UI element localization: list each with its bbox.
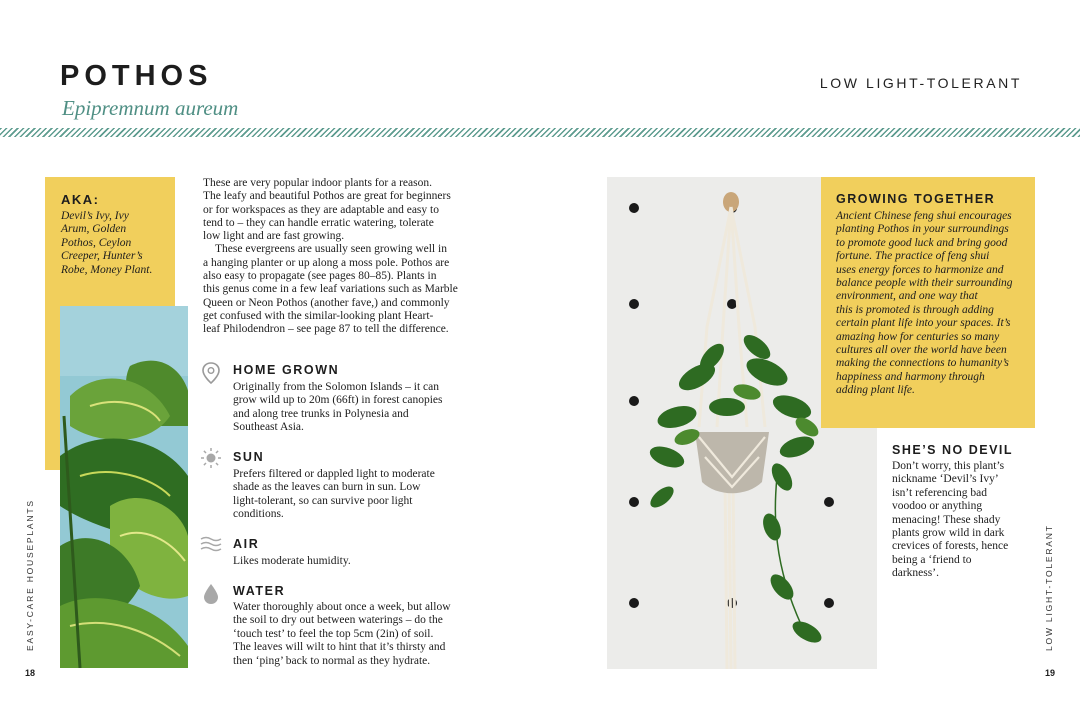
location-pin-icon — [201, 362, 221, 384]
text-line: leaf Philodendron – see page 87 to tell the difference. — [203, 323, 449, 336]
text-line: isn’t referencing bad — [892, 486, 987, 499]
text-line: or for workspaces as they are adaptable and easy to — [203, 203, 439, 216]
aka-text — [61, 210, 171, 277]
text-line: nickname ‘Devil’s Ivy’ — [892, 473, 999, 486]
text-line: amazing how for centuries so many — [836, 330, 1000, 343]
text-line: Queen or Neon Pothos (another fave,) and commonly — [203, 296, 450, 309]
text-line: Ancient Chinese feng shui encourages — [836, 210, 1012, 222]
text-line: These evergreens are usually seen growing well in — [215, 243, 447, 256]
text-line: planting Pothos in your surroundings — [836, 223, 1009, 236]
aka-line: Creeper, Hunter’s — [61, 250, 143, 263]
text-line: cultures all over the world have been — [836, 344, 1007, 357]
text-line: Don’t worry, this plant’s — [892, 460, 1005, 472]
no-devil-heading: SHE’S NO DEVIL — [892, 443, 1014, 457]
text-line: voodoo or anything — [892, 500, 983, 513]
text-line: ‘touch test’ to feel the top 5cm (2in) of soil. — [233, 627, 434, 640]
water-heading: WATER — [233, 584, 286, 598]
page-number-right: 19 — [1045, 668, 1056, 678]
text-line: the soil to dry out between waterings – do the — [233, 614, 443, 627]
no-devil-text — [892, 460, 1027, 581]
text-line: this genus come in a few leaf variations such as Marble — [203, 283, 458, 296]
aka-line: Devil’s Ivy, Ivy — [61, 210, 129, 222]
text-line: crevices of forests, hence — [892, 540, 1009, 553]
text-line: get confused with the similar-looking plant Heart- — [203, 309, 434, 322]
intro-paragraph — [203, 177, 473, 243]
text-line: The leaves will wilt to hint that it’s thirsty and — [233, 641, 446, 654]
text-line: and along tree trunks in Polynesia and — [233, 407, 409, 420]
intro-paragraph — [203, 243, 473, 336]
growing-together-text — [836, 210, 1026, 398]
growing-together-heading: GROWING TOGETHER — [836, 192, 996, 206]
text-line: fortune. The practice of feng shui — [836, 250, 990, 263]
text-line: grow wild up to 20m (66ft) in forest canopies — [233, 394, 443, 407]
text-line: tend to – they can handle erratic watering, tolerate — [203, 216, 434, 229]
category-label: LOW LIGHT-TOLERANT — [819, 75, 1022, 91]
aka-line: Arum, Golden — [61, 223, 127, 236]
sun-icon — [200, 447, 220, 469]
text-line: also easy to propagate (see pages 80–85). Plants in — [203, 270, 437, 283]
text-line: a hanging planter or up along a moss pole. Pothos are — [203, 256, 450, 269]
home-grown-text — [233, 381, 473, 435]
aka-line: Pothos, Ceylon — [61, 236, 132, 249]
latin-name: Epipremnum aureum — [62, 96, 239, 120]
text-line: being a ‘friend to — [892, 553, 972, 566]
sun-heading: SUN — [233, 450, 265, 464]
page-title: POTHOS — [60, 60, 213, 92]
text-line: low light and are fast growing. — [203, 230, 345, 243]
text-line: light-tolerant, so can survive poor light — [233, 494, 413, 507]
air-text — [233, 555, 473, 568]
text-line: Likes moderate humidity. — [233, 555, 351, 567]
striped-divider — [0, 128, 1080, 137]
intro-text — [203, 177, 473, 337]
aka-line: Robe, Money Plant. — [61, 263, 153, 276]
sun-text — [233, 468, 473, 522]
text-line: balance people with their surrounding — [836, 277, 1013, 290]
aka-heading: AKA: — [61, 192, 100, 207]
text-line: Originally from the Solomon Islands – it can — [233, 381, 440, 393]
home-grown-heading: HOME GROWN — [233, 363, 340, 377]
text-line: making the connections to humanity’s — [836, 357, 1009, 370]
text-line: These are very popular indoor plants for a reason. — [203, 177, 432, 189]
text-line: darkness’. — [892, 567, 939, 580]
text-line: shade as the leaves can burn in sun. Low — [233, 481, 421, 494]
text-line: conditions. — [233, 508, 284, 521]
air-heading: AIR — [233, 537, 260, 551]
text-line: environment, and one way that — [836, 290, 978, 303]
air-waves-icon — [200, 536, 220, 558]
text-line: menacing! These shady — [892, 513, 1001, 526]
text-line: Water thoroughly about once a week, but allow — [233, 601, 451, 613]
running-head-left: EASY-CARE HOUSEPLANTS — [25, 499, 35, 651]
running-head-right: LOW LIGHT-TOLERANT — [1044, 524, 1054, 651]
text-line: uses energy forces to harmonize and — [836, 263, 1004, 276]
water-drop-icon — [202, 583, 222, 605]
pothos-leaves-photo — [60, 306, 188, 668]
water-text — [233, 601, 473, 668]
text-line: then ‘ping’ back to normal as they hydrate. — [233, 654, 431, 667]
text-line: Southeast Asia. — [233, 421, 304, 434]
page-number-left: 18 — [25, 668, 36, 678]
text-line: The leafy and beautiful Pothos are great for beginners — [203, 190, 451, 203]
text-line: plants grow wild in dark — [892, 527, 1005, 540]
text-line: to promote good luck and bring good — [836, 236, 1008, 249]
text-line: certain plant life into your spaces. It’s — [836, 317, 1011, 330]
text-line: adding plant life. — [836, 384, 915, 397]
text-line: this is promoted is through adding — [836, 303, 994, 316]
text-line: happiness and harmony through — [836, 370, 985, 383]
text-line: Prefers filtered or dappled light to moderate — [233, 468, 435, 480]
